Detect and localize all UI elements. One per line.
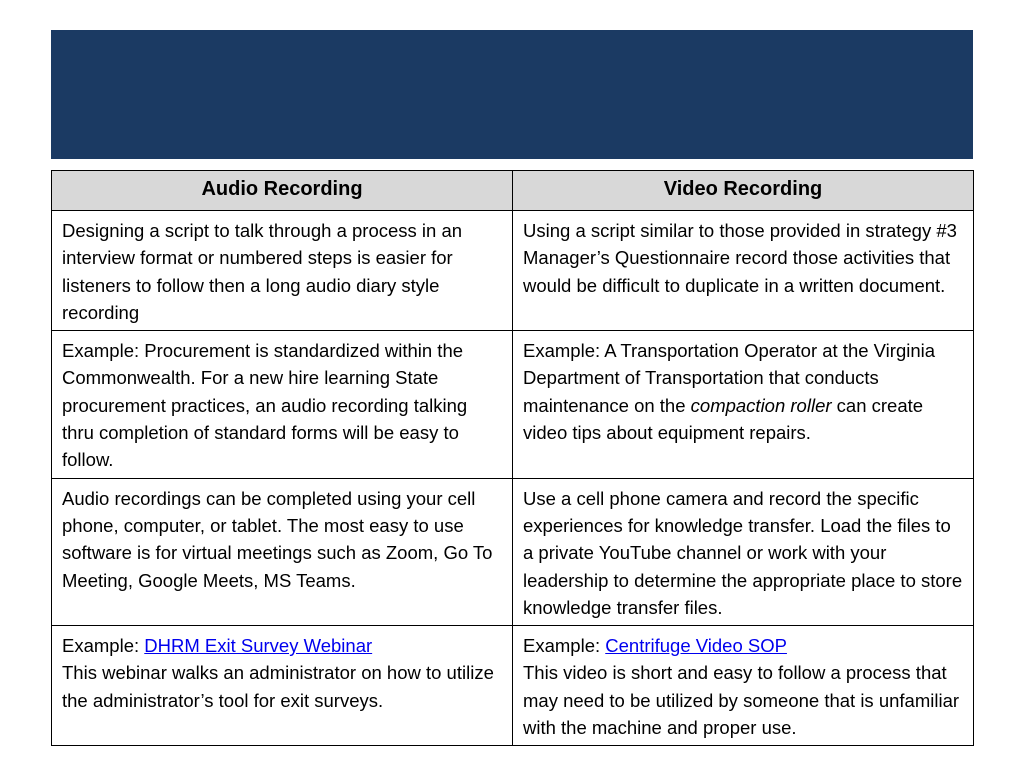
centrifuge-video-sop-link[interactable]: Centrifuge Video SOP — [605, 635, 787, 657]
video-cell — [513, 626, 974, 746]
video-cell: Using a script similar to those provided in strategy #3 Manager’s Questionnaire record those activities that would be difficult to duplicate in a written document. — [513, 211, 974, 331]
table-header-row — [52, 171, 974, 211]
audio-example-description: This webinar walks an administrator on how to utilize the administrator’s tool for exit surveys. — [62, 662, 494, 711]
comparison-table-container — [51, 170, 973, 746]
audio-cell: Audio recordings can be completed using your cell phone, computer, or tablet. The most easy to use software is for virtual meetings such as Zoom, Go To Meeting, Google Meets, MS Teams. — [52, 478, 513, 625]
video-cell — [513, 331, 974, 478]
comparison-table — [51, 170, 974, 746]
header-audio-recording: Audio Recording — [52, 171, 513, 211]
table-row — [52, 626, 974, 746]
header-video-recording: Video Recording — [513, 171, 974, 211]
audio-cell: Designing a script to talk through a process in an interview format or numbered steps is easier for listeners to follow then a long audio diary style recording — [52, 211, 513, 331]
video-text-italic: compaction roller — [690, 394, 832, 416]
title-banner — [51, 30, 973, 159]
audio-cell — [52, 626, 513, 746]
video-example-description: This video is short and easy to follow a process that may need to be utilized by someone that is unfamiliar with the machine and proper use. — [523, 662, 960, 739]
dhrm-exit-survey-webinar-link[interactable]: DHRM Exit Survey Webinar — [144, 635, 373, 657]
audio-example-prefix: Example: — [62, 635, 145, 657]
audio-cell: Example: Procurement is standardized within the Commonwealth. For a new hire learning State procurement practices, an audio recording talking thru completion of standard forms will be easy to follow. — [52, 331, 513, 478]
video-text-after: can create video tips about equipment repairs. — [523, 394, 924, 444]
table-row — [52, 211, 974, 331]
table-row — [52, 478, 974, 625]
table-row — [52, 331, 974, 478]
video-text-before: Example: A Transportation Operator at the Virginia Department of Transportation that conducts maintenance on the — [523, 340, 936, 416]
video-example-prefix: Example: — [523, 635, 606, 657]
video-cell: Use a cell phone camera and record the specific experiences for knowledge transfer. Load the files to a private YouTube channel or work with your leadership to determine the appropriate place to store knowledge transfer files. — [513, 478, 974, 625]
